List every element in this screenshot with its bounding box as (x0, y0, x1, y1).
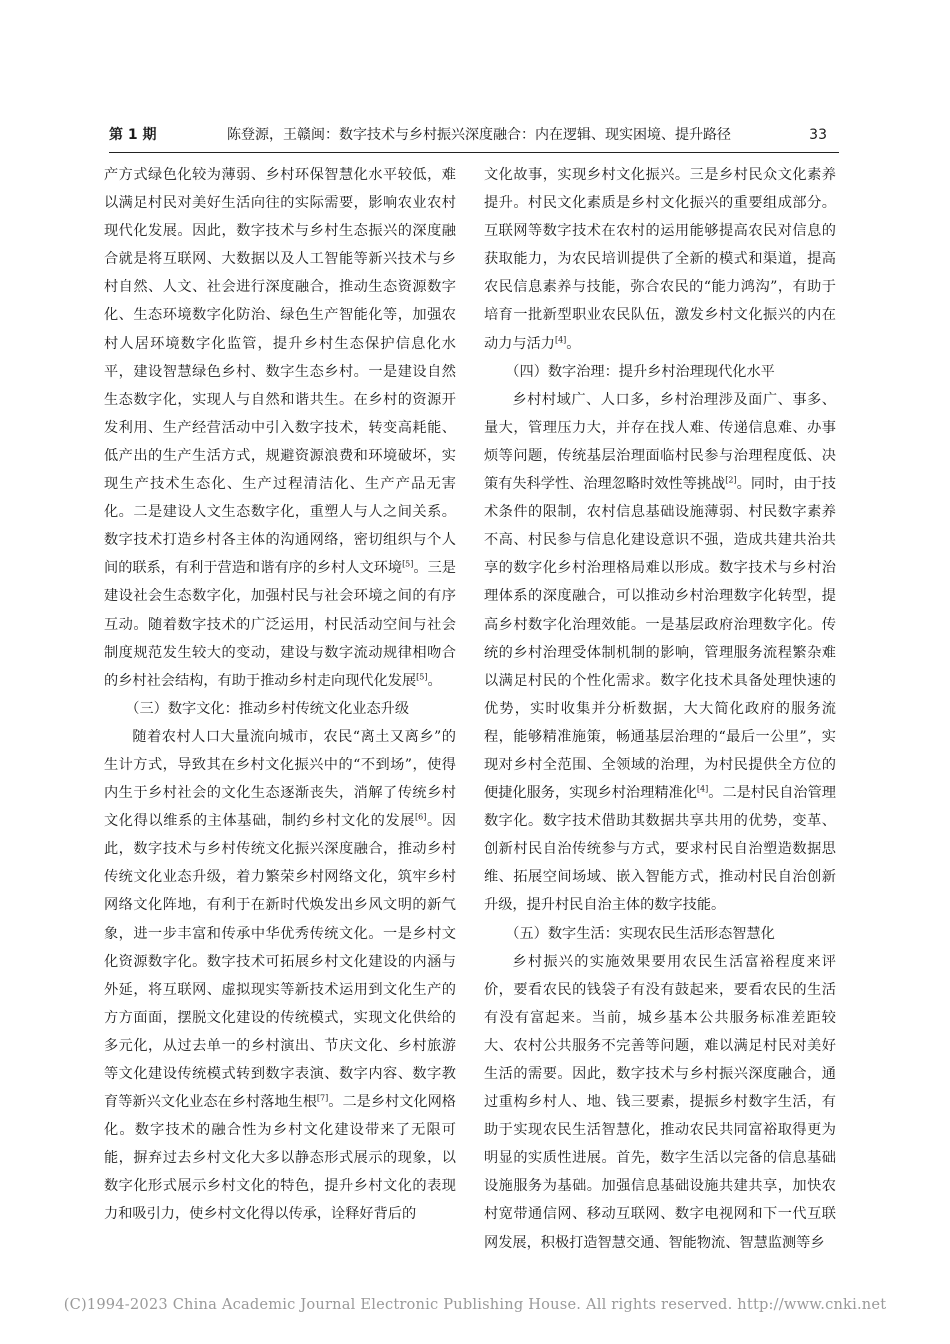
paragraph-text: 乡村振兴的实施效果要用农民生活富裕程度来评价，要看农民的钱袋子有没有鼓起来，要看农民的生活有没有富起来。当前，城乡基本公共服务标准差距较大、农村公共服务不完善等问题，难以满足村民对美好生活的需要。因此，数字技术与乡村振兴深度融合，通过重构乡村人、地、钱三要素，提振乡村数字生活，有助于实现农民生活智慧化，推动农民共同富裕取得更为明显的实质性进展。首先，数字生活以完备的信息基础设施服务为基础。加强信息基础设施共建共享，加快农村宽带通信网、移动互联网、数字电视网和下一代互联网发展，积极打造智慧交通、智能物流、智慧监测等乡 (484, 953, 836, 1251)
citation-ref: [4] (554, 334, 567, 344)
paragraph-text: 。同时，由于技术条件的限制，农村信息基础设施薄弱、村民数字素养不高、村民参与信息化建设意识不强，造成共建共治共享的数字化乡村治理格局难以形成。数字技术与乡村治理体系的深度融合，可以推动乡村治理数字化转型，提高乡村数字化治理效能。一是基层政府治理数字化。传统的乡村治理受体制机制的影响，管理服务流程繁杂难以满足村民的个性化需求。数字化技术具备处理快速的优势，实时收集并分析数据，大大简化政府的服务流程，能够精准施策，畅通基层治理的“最后一公里”，实现对乡村全范围、全领域的治理，为村民提供全方位的便捷化服务，实现乡村治理精准化 (484, 476, 836, 802)
running-header (109, 118, 839, 153)
paragraph-digital-governance (484, 386, 836, 920)
citation-ref: [5] (402, 559, 414, 569)
citation-ref: [2] (725, 475, 737, 485)
page-number: 33 (809, 127, 827, 143)
paragraph-text: 。因此，数字技术与乡村传统文化振兴深度融合，推动乡村传统文化业态升级，着力繁荣乡村网络文化，筑牢乡村网络文化阵地，有利于在新时代焕发出乡风文明的新气象，进一步丰富和传承中华优秀传统文化。一是乡村文化资源数字化。数字技术可拓展乡村文化建设的内涵与外延，将互联网、虚拟现实等新技术运用到文化生产的方方面面，摆脱文化建设的传统模式，实现文化供给的多元化，从过去单一的乡村演出、节庆文化、乡村旅游等文化建设传统模式转到数字表演、数字内容、数字教育等新兴文化业态在乡村落地生根 (104, 813, 456, 1111)
paragraph-culture-continued (484, 161, 836, 358)
running-title: 陈登源，王赣闽：数字技术与乡村振兴深度融合：内在逻辑、现实困境、提升路径 (227, 127, 731, 143)
section-heading-digital-culture: （三）数字文化：推动乡村传统文化业态升级 (125, 700, 410, 717)
copyright-footer: (C)1994-2023 China Academic Journal Electronic Publishing House. All rights reserved. http://www.cnki.net (63, 1296, 887, 1313)
right-column (484, 161, 836, 1257)
paragraph-digital-life (484, 948, 836, 1257)
paragraph-text: 。二是村民自治管理数字化。数字技术借助其数据共享共用的优势，变革、创新村民自治传统参与方式，要求村民自治塑造数据思维、拓展空间场域、嵌入智能方式，推动村民自治创新升级，提升村民自治主体的数字技能。 (484, 785, 836, 914)
citation-ref: [4] (696, 784, 709, 794)
citation-ref: [5] (416, 671, 428, 681)
citation-ref: [6] (415, 812, 427, 822)
paragraph-text: 乡村村域广、人口多，乡村治理涉及面广、事多、量大，管理压力大，并存在找人难、传递信息难、办事烦等问题，传统基层治理面临村民参与治理程度低、决策有失科学性、治理忽略时效性等挑战 (484, 391, 836, 493)
section-heading-digital-life: （五）数字生活：实现农民生活形态智慧化 (505, 925, 775, 942)
paragraph-text: 。 (566, 335, 581, 352)
citation-ref: [7] (316, 1093, 329, 1103)
paragraph-ecology-continued (104, 161, 456, 695)
paragraph-text: 产方式绿色化较为薄弱、乡村环保智慧化水平较低，难以满足村民对美好生活向往的实际需要，影响农业农村现代化发展。因此，数字技术与乡村生态振兴的深度融合就是将互联网、大数据以及人工智能等新兴技术与乡村自然、人文、社会进行深度融合，推动生态资源数字化、生态环境数字化防治、绿色生产智能化等，加强农村人居环境数字化监管，提升乡村生态保护信息化水平，建设智慧绿色乡村、数字生态乡村。一是建设自然生态数字化，实现人与自然和谐共生。在乡村的资源开发利用、生产经营活动中引入数字技术，转变高耗能、低产出的生产生活方式，规避资源浪费和环境破坏，实现生产技术生态化、生产过程清洁化、生产产品无害化。二是建设人文生态数字化，重塑人与人之间关系。数字技术打造乡村各主体的沟通网络，密切组织与个人间的联系，有利于营造和谐有序的乡村人文环境 (104, 167, 456, 577)
paragraph-text: 。 (427, 672, 442, 689)
issue-number: 第 1 期 (109, 127, 157, 143)
paragraph-digital-culture (104, 723, 456, 1229)
paragraph-text: 。三是建设社会生态数字化，加强村民与社会环境之间的有序互动。随着数字技术的广泛运用，村民活动空间与社会制度规范发生较大的变动，建设与数字流动规律相吻合的乡村社会结构，有助于推动乡村走向现代化发展 (104, 560, 456, 689)
paragraph-text: 。二是乡村文化网格化。数字技术的融合性为乡村文化建设带来了无限可能，摒弃过去乡村文化大多以静态形式展示的现象，以数字化形式展示乡村文化的特色，提升乡村文化的表现力和吸引力，使乡村文化得以传承，诠释好背后的 (104, 1094, 456, 1223)
paragraph-text: 文化故事，实现乡村文化振兴。三是乡村民众文化素养提升。村民文化素质是乡村文化振兴的重要组成部分。互联网等数字技术在农村的运用能够提高农民对信息的获取能力，为农民培训提供了全新的模式和渠道，提高农民信息素养与技能，弥合农民的“能力鸿沟”，有助于培育一批新型职业农民队伍，激发乡村文化振兴的内在动力与活力 (484, 167, 836, 352)
section-heading-digital-governance: （四）数字治理：提升乡村治理现代化水平 (505, 363, 775, 380)
paragraph-text: 随着农村人口大量流向城市，农民“离土又离乡”的生计方式，导致其在乡村文化振兴中的“不到场”，使得内生于乡村社会的文化生态逐渐丧失，消解了传统乡村文化得以维系的主体基础，制约乡村文化的发展 (104, 728, 456, 830)
left-column (104, 161, 456, 1229)
